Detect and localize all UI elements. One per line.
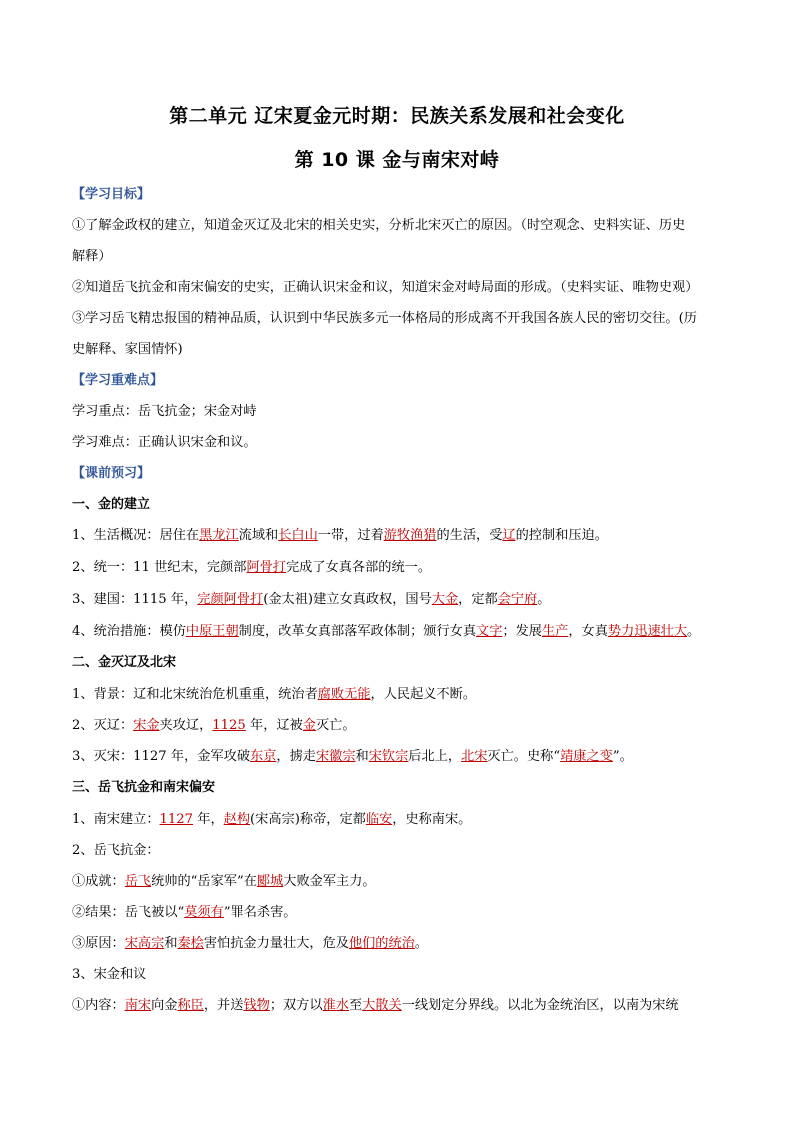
- section-2-line-3: 3、灭宋：1127 年，金军攻破东京，掳走宋徽宗和宋钦宗后北上，北宋灭亡。史称“靖康之变”。: [72, 749, 633, 764]
- objective-1-line-1: ①了解金政权的建立，知道金灭辽及北宋的相关史实，分析北宋灭亡的原因。（时空观念、史料实证、历史: [72, 218, 686, 233]
- section-3-line-3: ①成就：岳飞统帅的“岳家军”在郾城大败金军主力。: [72, 874, 376, 889]
- answer-blank: 腐败无能: [317, 687, 371, 702]
- answer-blank: 1125: [212, 718, 246, 733]
- section-3-line-1: 1、南宋建立：1127 年，赵构(宋高宗)称帝，定都临安，史称南宋。: [72, 812, 472, 827]
- answer-blank: 宋钦宗: [368, 749, 409, 764]
- answer-blank: 宋金: [133, 718, 160, 733]
- answer-blank: 东京: [250, 749, 277, 764]
- section-3-line-4: ②结果：岳飞被以“莫须有”罪名杀害。: [72, 905, 297, 920]
- section-2-title: 二、金灭辽及北宋: [72, 655, 177, 670]
- lesson-title: 第 10 课 金与南宋对峙: [294, 149, 500, 171]
- answer-blank: 临安: [365, 812, 393, 827]
- section-3-title: 三、岳飞抗金和南宋偏安: [72, 780, 216, 795]
- section-1-line-4: 4、统治措施：模仿中原王朝制度，改革女真部落军政体制；颁行女真文字；发展生产，女真势力迅速壮大。: [72, 624, 701, 639]
- keypoints-difficulty: 学习难点：正确认识宋金和议。: [72, 435, 257, 450]
- preview-heading: 【课前预习】: [72, 466, 151, 481]
- section-3-line-6: 3、宋金和议: [72, 967, 147, 982]
- answer-blank: 秦桧: [177, 936, 204, 951]
- answer-blank: 岳飞: [124, 874, 152, 889]
- answer-blank: 宋高宗: [124, 936, 165, 951]
- answer-blank: 黑龙江: [199, 528, 239, 543]
- section-2-line-1: 1、背景：辽和北宋统治危机重重，统治者腐败无能，人民起义不断。: [72, 687, 477, 702]
- answer-blank: 莫须有: [184, 905, 224, 920]
- answer-blank: 北宋: [461, 749, 488, 764]
- answer-blank: 文字: [476, 624, 503, 639]
- answer-blank: 宋徽宗: [315, 749, 356, 764]
- answer-blank: 辽: [502, 528, 516, 543]
- answer-blank: 称臣: [177, 998, 204, 1013]
- section-3-line-7: ①内容：南宋向金称臣，并送钱物；双方以淮水至大散关一线划定分界线。以北为金统治区，以南为宋统: [72, 998, 679, 1013]
- answer-blank: 靖康之变: [560, 749, 613, 764]
- answer-blank: 阿骨打: [246, 560, 286, 575]
- answer-blank: 钱物: [243, 998, 270, 1013]
- section-2-line-2: 2、灭辽：宋金夹攻辽，1125 年，辽被金灭亡。: [72, 718, 356, 733]
- answer-blank: 金: [302, 718, 316, 733]
- unit-title: 第二单元 辽宋夏金元时期：民族关系发展和社会变化: [169, 105, 625, 127]
- objective-3-line-2: 史解释、家国情怀): [72, 342, 183, 357]
- answer-blank: 赵构: [223, 812, 251, 827]
- section-1-title: 一、金的建立: [72, 497, 151, 512]
- objectives-heading: 【学习目标】: [72, 187, 151, 202]
- objective-2: ②知道岳飞抗金和南宋偏安的史实，正确认识宋金和议，知道宋金对峙局面的形成。（史料实证、唯物史观）: [72, 280, 699, 295]
- section-1-line-3: 3、建国：1115 年，完颜阿骨打(金太祖)建立女真政权，国号大金，定都会宁府。: [72, 592, 551, 607]
- answer-blank: 中原王朝: [185, 624, 239, 639]
- section-1-line-1: 1、生活概况：居住在黑龙江流域和长白山一带，过着游牧渔猎的生活，受辽的控制和压迫。: [72, 528, 608, 543]
- answer-blank: 淮水: [322, 998, 349, 1013]
- section-3-line-5: ③原因：宋高宗和秦桧害怕抗金力量壮大，危及他们的统治。: [72, 936, 429, 951]
- answer-blank: 大散关: [362, 998, 402, 1013]
- answer-blank: 大金: [431, 592, 459, 607]
- answer-blank: 完颜阿骨打: [197, 592, 264, 607]
- answer-blank: 会宁府: [497, 592, 538, 607]
- answer-blank: 郾城: [256, 874, 284, 889]
- answer-blank: 生产: [541, 624, 569, 639]
- keypoints-focus: 学习重点：岳飞抗金；宋金对峙: [72, 404, 257, 419]
- section-3-line-2: 2、岳飞抗金：: [72, 843, 160, 858]
- answer-blank: 势力迅速壮大: [607, 624, 688, 639]
- objective-3-line-1: ③学习岳飞精忠报国的精神品质，认识到中华民族多元一体格局的形成离不开我国各族人民的密切交往。(历: [72, 311, 697, 326]
- answer-blank: 他们的统治: [348, 936, 415, 951]
- answer-blank: 1127: [159, 812, 194, 827]
- section-1-line-2: 2、统一：11 世纪末，完颜部阿骨打完成了女真各部的统一。: [72, 560, 432, 575]
- answer-blank: 游牧渔猎: [383, 528, 437, 543]
- keypoints-heading: 【学习重难点】: [72, 373, 164, 388]
- objective-1-line-2: 解释）: [72, 249, 112, 264]
- answer-blank: 南宋: [124, 998, 152, 1013]
- answer-blank: 长白山: [278, 528, 318, 543]
